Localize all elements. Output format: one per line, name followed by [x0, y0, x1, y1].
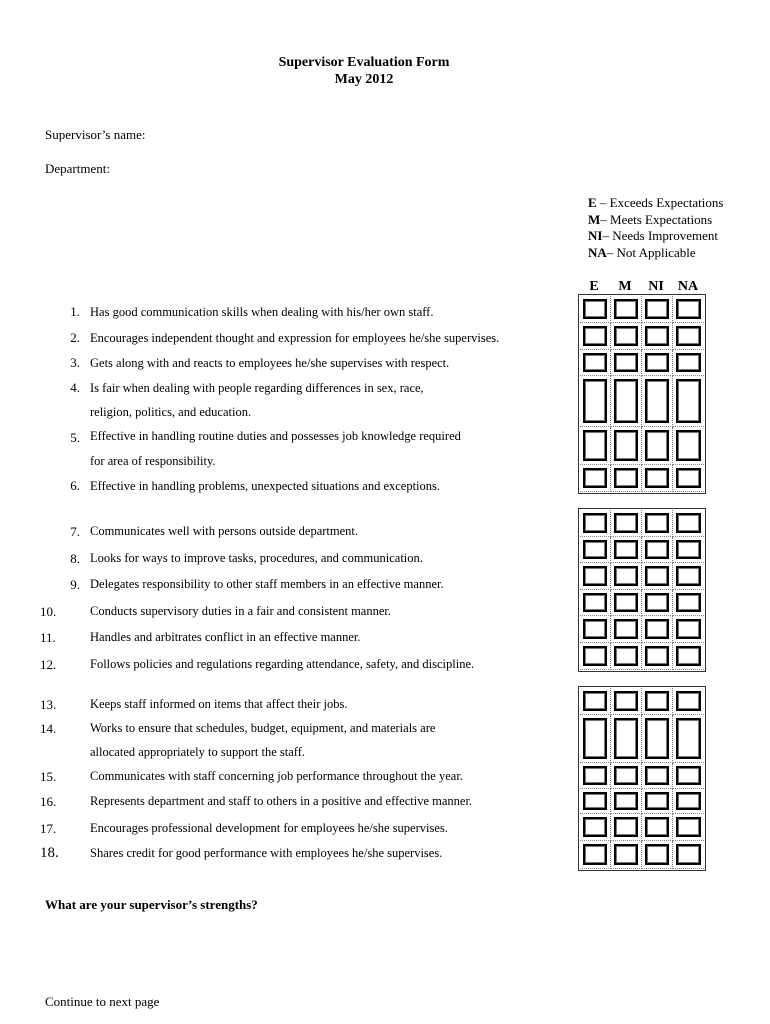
rating-checkbox-e[interactable]	[583, 646, 607, 666]
rating-checkbox-e[interactable]	[583, 593, 607, 612]
item-number: 3.	[70, 355, 80, 370]
rating-checkbox-ni[interactable]	[645, 540, 669, 559]
rating-cell	[580, 427, 611, 465]
legend-entry-na: NA– Not Applicable	[588, 244, 696, 260]
item-text: Represents department and staff to others in a positive and effective manner.	[90, 794, 473, 808]
rating-checkbox-m[interactable]	[614, 326, 638, 346]
rating-cell	[673, 323, 704, 350]
item-number: 4.	[70, 380, 80, 395]
rating-checkbox-ni[interactable]	[645, 619, 669, 639]
rating-cell	[611, 643, 642, 670]
rating-checkbox-e[interactable]	[583, 353, 607, 372]
rating-cell	[611, 427, 642, 465]
item-number: 8.	[70, 551, 80, 566]
rating-checkbox-m[interactable]	[614, 593, 638, 612]
rating-cell	[673, 616, 704, 643]
rating-checkbox-na[interactable]	[676, 593, 701, 612]
rating-cell	[611, 376, 642, 427]
rating-checkbox-na[interactable]	[676, 646, 701, 666]
column-header-m: M	[618, 279, 632, 294]
rating-checkbox-e[interactable]	[583, 299, 607, 319]
rating-checkbox-m[interactable]	[614, 299, 638, 319]
rating-checkbox-m[interactable]	[614, 844, 638, 865]
rating-cell	[580, 376, 611, 427]
rating-cell	[642, 688, 673, 715]
department-label: Department:	[45, 161, 110, 176]
item-text: Encourages professional development for employees he/she supervises.	[90, 821, 448, 835]
rating-cell	[642, 427, 673, 465]
rating-checkbox-ni[interactable]	[645, 593, 669, 612]
rating-checkbox-ni[interactable]	[645, 646, 669, 666]
rating-cell	[673, 789, 704, 814]
item-number: 15.	[40, 769, 57, 784]
rating-checkbox-e[interactable]	[583, 379, 607, 423]
item-number: 1.	[70, 304, 80, 319]
rating-cell	[580, 715, 611, 763]
rating-checkbox-e[interactable]	[583, 718, 607, 759]
rating-cell	[673, 376, 704, 427]
rating-checkbox-e[interactable]	[583, 566, 607, 586]
item-text: Effective in handling problems, unexpected situations and exceptions.	[90, 479, 441, 493]
rating-checkbox-ni[interactable]	[645, 468, 669, 488]
rating-cell	[673, 563, 704, 590]
rating-cell	[642, 296, 673, 323]
rating-checkbox-ni[interactable]	[645, 353, 669, 372]
item-number: 9.	[70, 577, 80, 592]
rating-checkbox-e[interactable]	[583, 766, 607, 785]
rating-grid-group-3	[578, 686, 706, 871]
rating-checkbox-na[interactable]	[676, 766, 701, 785]
item-text: Delegates responsibility to other staff members in an effective manner.	[90, 577, 444, 591]
rating-cell	[611, 841, 642, 869]
item-text: Follows policies and regulations regarding attendance, safety, and discipline.	[90, 657, 475, 671]
rating-checkbox-ni[interactable]	[645, 817, 669, 837]
rating-checkbox-m[interactable]	[614, 817, 638, 837]
rating-checkbox-na[interactable]	[676, 468, 701, 488]
rating-cell	[580, 510, 611, 537]
item-text-continued: allocated appropriately to support the staff.	[90, 745, 305, 759]
rating-cell	[611, 789, 642, 814]
column-header-ni: NI	[648, 279, 664, 294]
rating-cell	[642, 563, 673, 590]
column-header-e: E	[589, 279, 599, 294]
rating-checkbox-ni[interactable]	[645, 566, 669, 586]
rating-checkbox-na[interactable]	[676, 540, 701, 559]
rating-cell	[642, 376, 673, 427]
rating-checkbox-ni[interactable]	[645, 844, 669, 865]
rating-cell	[642, 590, 673, 616]
strengths-question: What are your supervisor’s strengths?	[45, 897, 258, 912]
rating-cell	[580, 763, 611, 789]
rating-cell	[673, 510, 704, 537]
rating-cell	[673, 688, 704, 715]
rating-cell	[611, 590, 642, 616]
item-text: Communicates well with persons outside department.	[90, 524, 359, 538]
rating-checkbox-na[interactable]	[676, 566, 701, 586]
rating-cell	[580, 350, 611, 376]
rating-checkbox-e[interactable]	[583, 619, 607, 639]
rating-checkbox-e[interactable]	[583, 540, 607, 559]
rating-cell	[673, 763, 704, 789]
rating-cell	[673, 715, 704, 763]
rating-checkbox-m[interactable]	[614, 513, 638, 533]
rating-cell	[642, 715, 673, 763]
rating-checkbox-ni[interactable]	[645, 766, 669, 785]
rating-cell	[673, 427, 704, 465]
supervisor-name-label: Supervisor’s name:	[45, 127, 146, 142]
rating-checkbox-na[interactable]	[676, 513, 701, 533]
rating-checkbox-e[interactable]	[583, 513, 607, 533]
rating-cell	[673, 537, 704, 563]
rating-checkbox-m[interactable]	[614, 540, 638, 559]
rating-checkbox-na[interactable]	[676, 353, 701, 372]
rating-checkbox-m[interactable]	[614, 468, 638, 488]
rating-checkbox-ni[interactable]	[645, 379, 669, 423]
continue-note: Continue to next page	[45, 994, 160, 1009]
rating-checkbox-e[interactable]	[583, 326, 607, 346]
item-text: Has good communication skills when dealing with his/her own staff.	[90, 305, 434, 319]
item-number: 5.	[70, 430, 80, 445]
rating-checkbox-na[interactable]	[676, 430, 701, 461]
rating-checkbox-m[interactable]	[614, 430, 638, 461]
item-text: Effective in handling routine duties and possesses job knowledge required	[90, 429, 461, 443]
item-number: 10.	[40, 604, 57, 619]
rating-cell	[642, 789, 673, 814]
rating-checkbox-na[interactable]	[676, 792, 701, 810]
rating-cell	[580, 616, 611, 643]
rating-cell	[642, 465, 673, 492]
rating-cell	[580, 323, 611, 350]
item-number: 6.	[70, 478, 80, 493]
rating-checkbox-na[interactable]	[676, 844, 701, 865]
rating-checkbox-m[interactable]	[614, 718, 638, 759]
rating-checkbox-e[interactable]	[583, 792, 607, 810]
rating-checkbox-na[interactable]	[676, 718, 701, 759]
item-text: Gets along with and reacts to employees he/she supervises with respect.	[90, 356, 450, 370]
rating-checkbox-e[interactable]	[583, 817, 607, 837]
legend-entry-e: E – Exceeds Expectations	[588, 195, 724, 210]
item-text: Looks for ways to improve tasks, procedures, and communication.	[90, 551, 423, 565]
rating-cell	[611, 763, 642, 789]
item-text: Encourages independent thought and expression for employees he/she supervises.	[90, 331, 500, 345]
rating-cell	[611, 814, 642, 841]
rating-cell	[642, 323, 673, 350]
rating-checkbox-na[interactable]	[676, 299, 701, 319]
rating-cell	[642, 350, 673, 376]
rating-checkbox-ni[interactable]	[645, 691, 669, 711]
rating-checkbox-m[interactable]	[614, 566, 638, 586]
item-number: 14.	[40, 721, 57, 736]
rating-cell	[580, 814, 611, 841]
rating-checkbox-na[interactable]	[676, 817, 701, 837]
rating-cell	[642, 510, 673, 537]
rating-cell	[673, 350, 704, 376]
item-text: Shares credit for good performance with employees he/she supervises.	[90, 846, 443, 860]
rating-checkbox-m[interactable]	[614, 619, 638, 639]
rating-cell	[611, 688, 642, 715]
rating-checkbox-na[interactable]	[676, 326, 701, 346]
rating-cell	[642, 763, 673, 789]
rating-legend	[588, 195, 723, 261]
item-text: Handles and arbitrates conflict in an effective manner.	[90, 630, 361, 644]
form-title: Supervisor Evaluation Form	[278, 55, 450, 70]
item-text-continued: religion, politics, and education.	[90, 405, 252, 419]
rating-checkbox-e[interactable]	[583, 691, 607, 711]
rating-checkbox-na[interactable]	[676, 619, 701, 639]
rating-checkbox-m[interactable]	[614, 766, 638, 785]
rating-checkbox-e[interactable]	[583, 430, 607, 461]
rating-grid-group-1	[578, 294, 706, 494]
rating-cell	[580, 537, 611, 563]
rating-cell	[673, 296, 704, 323]
item-number: 12.	[40, 657, 57, 672]
rating-cell	[642, 643, 673, 670]
rating-checkbox-m[interactable]	[614, 646, 638, 666]
rating-checkbox-m[interactable]	[614, 792, 638, 810]
rating-cell	[642, 537, 673, 563]
rating-cell	[673, 643, 704, 670]
rating-checkbox-ni[interactable]	[645, 299, 669, 319]
rating-cell	[611, 510, 642, 537]
item-number: 2.	[70, 330, 80, 345]
rating-cell	[642, 841, 673, 869]
rating-checkbox-ni[interactable]	[645, 326, 669, 346]
rating-checkbox-e[interactable]	[583, 468, 607, 488]
rating-cell	[673, 814, 704, 841]
item-number: 7.	[70, 524, 80, 539]
rating-checkbox-na[interactable]	[676, 379, 701, 423]
item-number: 11.	[40, 630, 56, 645]
rating-cell	[611, 350, 642, 376]
form-date: May 2012	[334, 72, 394, 87]
rating-checkbox-m[interactable]	[614, 379, 638, 423]
rating-cell	[580, 841, 611, 869]
rating-cell	[580, 643, 611, 670]
rating-grid-group-2	[578, 508, 706, 672]
item-number: 13.	[40, 697, 57, 712]
item-text: Is fair when dealing with people regarding differences in sex, race,	[90, 381, 424, 395]
rating-cell	[580, 789, 611, 814]
item-number: 17.	[40, 821, 57, 836]
item-text: Keeps staff informed on items that affect their jobs.	[90, 697, 348, 711]
item-text: Conducts supervisory duties in a fair and consistent manner.	[90, 604, 391, 618]
column-header-na: NA	[677, 279, 699, 294]
item-text: Communicates with staff concerning job performance throughout the year.	[90, 769, 463, 783]
legend-entry-ni: NI– Needs Improvement	[588, 228, 718, 243]
rating-cell	[642, 814, 673, 841]
legend-entry-m: M– Meets Expectations	[588, 211, 713, 227]
rating-checkbox-m[interactable]	[614, 353, 638, 372]
rating-cell	[580, 465, 611, 492]
rating-cell	[611, 296, 642, 323]
rating-cell	[580, 688, 611, 715]
rating-checkbox-ni[interactable]	[645, 792, 669, 810]
rating-cell	[580, 590, 611, 616]
rating-checkbox-e[interactable]	[583, 844, 607, 865]
rating-cell	[611, 616, 642, 643]
rating-cell	[673, 465, 704, 492]
rating-checkbox-m[interactable]	[614, 691, 638, 711]
rating-cell	[611, 465, 642, 492]
rating-cell	[580, 296, 611, 323]
item-number: 18.	[40, 845, 59, 861]
rating-cell	[642, 616, 673, 643]
rating-checkbox-ni[interactable]	[645, 718, 669, 759]
rating-checkbox-ni[interactable]	[645, 513, 669, 533]
item-number: 16.	[40, 794, 57, 809]
rating-cell	[611, 563, 642, 590]
rating-cell	[611, 537, 642, 563]
rating-checkbox-na[interactable]	[676, 691, 701, 711]
rating-cell	[673, 841, 704, 869]
rating-cell	[611, 323, 642, 350]
rating-checkbox-ni[interactable]	[645, 430, 669, 461]
rating-cell	[673, 590, 704, 616]
rating-cell	[611, 715, 642, 763]
item-text: Works to ensure that schedules, budget, equipment, and materials are	[90, 721, 436, 735]
rating-cell	[580, 563, 611, 590]
item-text-continued: for area of responsibility.	[90, 454, 216, 468]
